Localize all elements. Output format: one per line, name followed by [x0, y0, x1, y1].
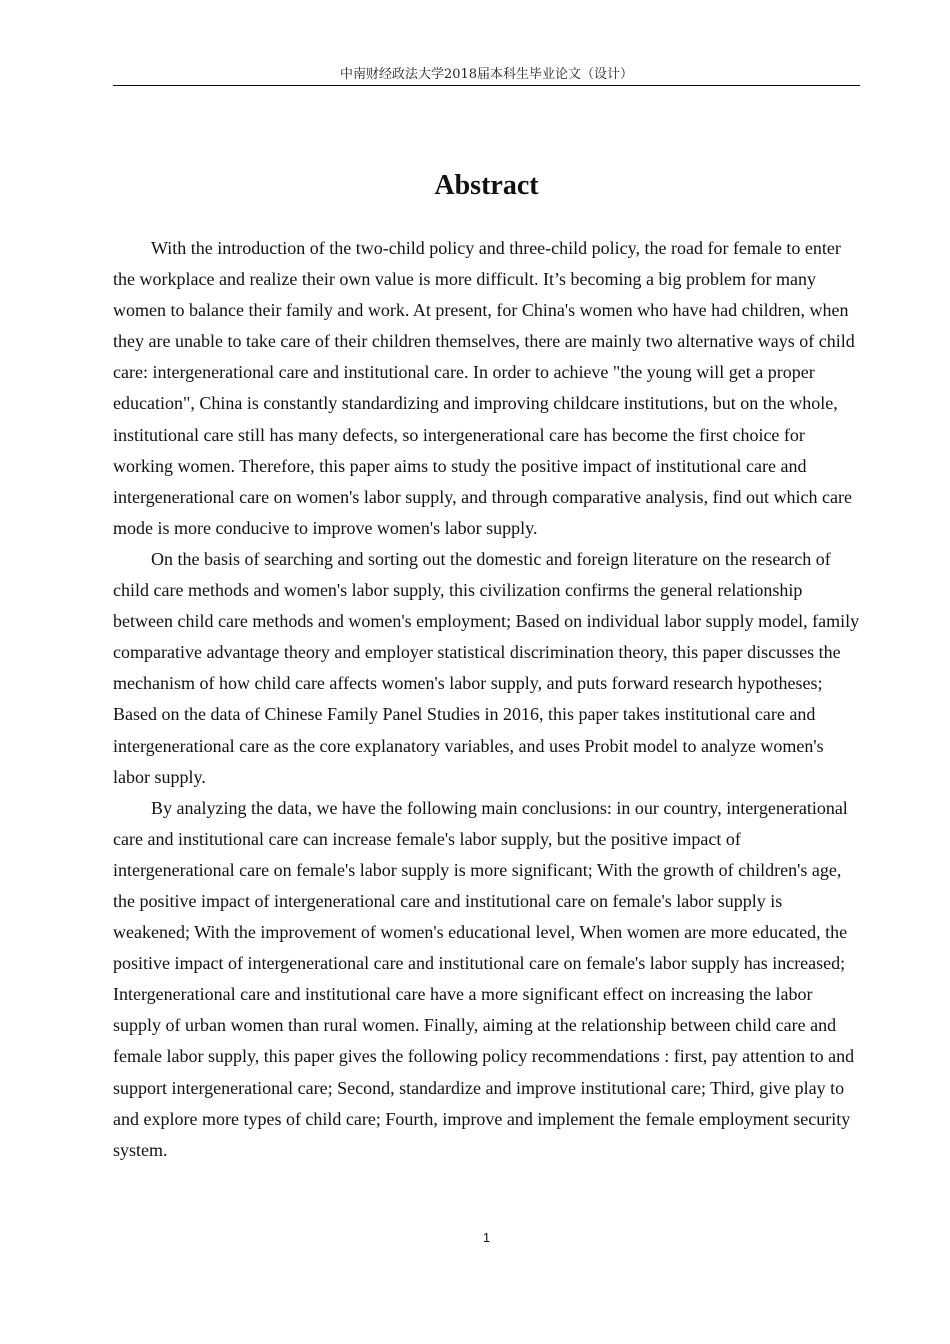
- abstract-title: Abstract: [434, 170, 539, 201]
- page-number: 1: [482, 1230, 491, 1245]
- abstract-paragraph-3: By analyzing the data, we have the following main conclusions: in our country, intergenerational care and institutional care can increase female's labor supply, but the positive impact of intergenerational care on female's labor supply is more significant; With the growth of children's age, the positive impact of intergenerational care and institutional care on female's labor supply is weakened; With the improvement of women's educational level, When women are more educated, the positive impact of intergenerational care and institutional care on female's labor supply has increased; Intergenerational care and institutional care have a more significant effect on increasing the labor supply of urban women than rural women. Finally, aiming at the relationship between child care and female labor supply, this paper gives the following policy recommendations : first, pay attention to and support intergenerational care; Second, standardize and improve institutional care; Third, give play to and explore more types of child care; Fourth, improve and implement the female employment security system.: [113, 797, 855, 1160]
- header-rule: [113, 85, 860, 86]
- running-header: 中南财经政法大学2018届本科生毕业论文（设计）: [339, 67, 634, 82]
- abstract-body: [113, 233, 860, 1166]
- abstract-paragraph-2: On the basis of searching and sorting out the domestic and foreign literature on the research of child care methods and women's labor supply, this civilization confirms the general relationship between child care methods and women's employment; Based on individual labor supply model, family comparative advantage theory and employer statistical discrimination theory, this paper discusses the mechanism of how child care affects women's labor supply, and puts forward research hypotheses; Based on the data of Chinese Family Panel Studies in 2016, this paper takes institutional care and intergenerational care as the core explanatory variables, and uses Probit model to analyze women's labor supply.: [113, 548, 860, 787]
- abstract-paragraph-1: With the introduction of the two-child policy and three-child policy, the road for female to enter the workplace and realize their own value is more difficult. It’s becoming a big problem for many women to balance their family and work. At present, for China's women who have had children, when they are unable to take care of their children themselves, there are mainly two alternative ways of child care: intergenerational care and institutional care. In order to achieve "the young will get a proper education", China is constantly standardizing and improving childcare institutions, but on the whole, institutional care still has many defects, so intergenerational care has become the first choice for working women. Therefore, this paper aims to study the positive impact of institutional care and intergenerational care on women's labor supply, and through comparative analysis, find out which care mode is more conducive to improve women's labor supply.: [113, 238, 855, 538]
